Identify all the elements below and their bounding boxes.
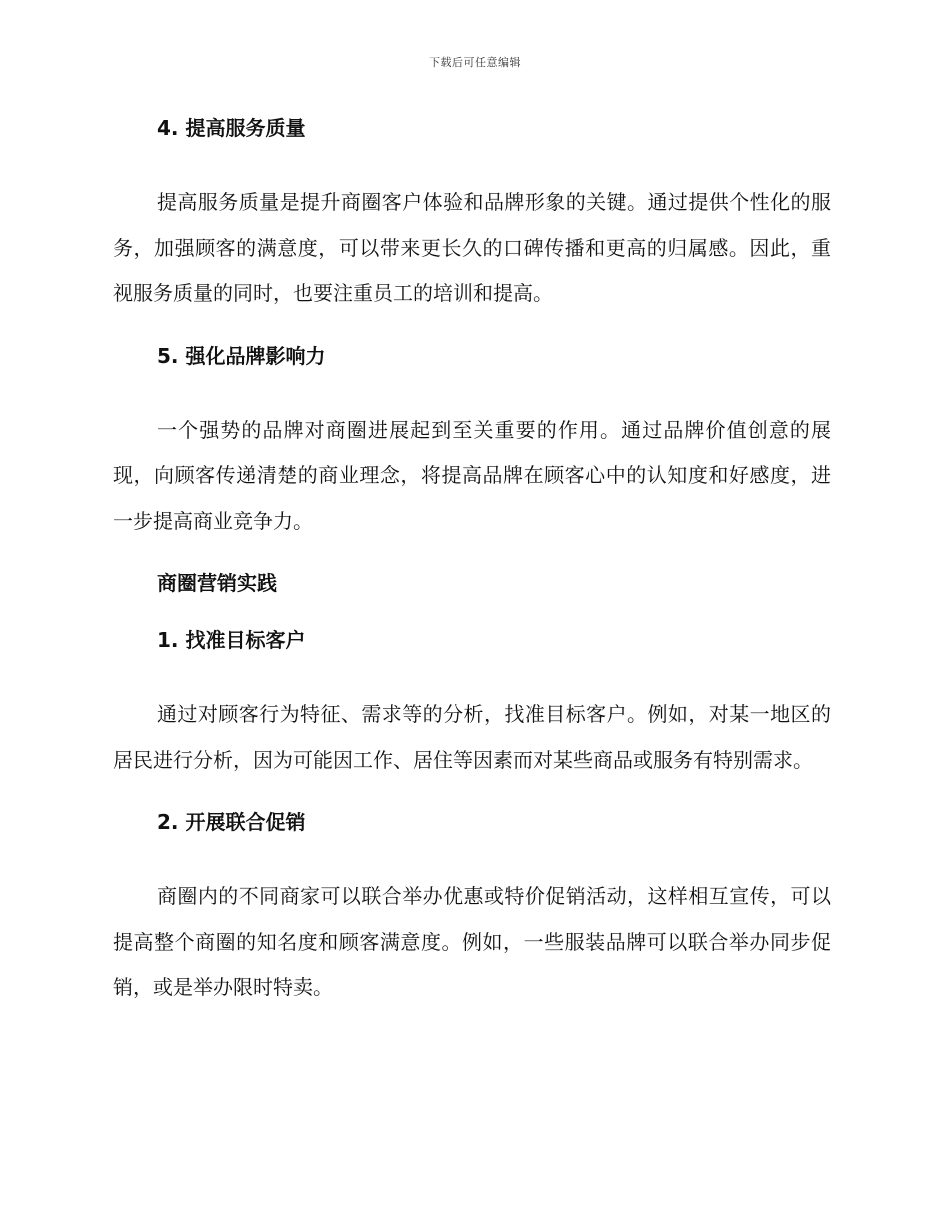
section-heading-service-quality: 4. 提高服务质量 <box>157 116 306 140</box>
document-body <box>113 112 831 1011</box>
section-heading-brand-influence: 5. 强化品牌影响力 <box>157 343 326 368</box>
practice-heading-target-customers: 1. 找准目标客户 <box>157 628 306 652</box>
paragraph-joint-promotion: 商圈内的不同商家可以联合举办优惠或特价促销活动，这样相互宣传，可以提高整个商圈的知名度和顾客满意度。例如，一些服装品牌可以联合举办同步促销，或是举办限时特卖。 <box>113 884 831 999</box>
header-note: 下载后可任意编辑 <box>429 56 521 69</box>
paragraph-brand-influence: 一个强势的品牌对商圈进展起到至关重要的作用。通过品牌价值创意的展现，向顾客传递清楚的商业理念，将提高品牌在顾客心中的认知度和好感度，进一步提高商业竞争力。 <box>113 417 831 533</box>
practice-heading-joint-promotion: 2. 开展联合促销 <box>157 810 306 834</box>
paragraph-service-quality: 提高服务质量是提升商圈客户体验和品牌形象的关键。通过提供个性化的服务，加强顾客的满意度，可以带来更长久的口碑传播和更高的归属感。因此，重视服务质量的同时，也要注重员工的培训和提高。 <box>113 190 831 305</box>
paragraph-target-customers: 通过对顾客行为特征、需求等的分析，找准目标客户。例如，对某一地区的居民进行分析，因为可能因工作、居住等因素而对某些商品或服务有特别需求。 <box>113 702 831 772</box>
section-title-marketing-practice: 商圈营销实践 <box>157 571 277 595</box>
